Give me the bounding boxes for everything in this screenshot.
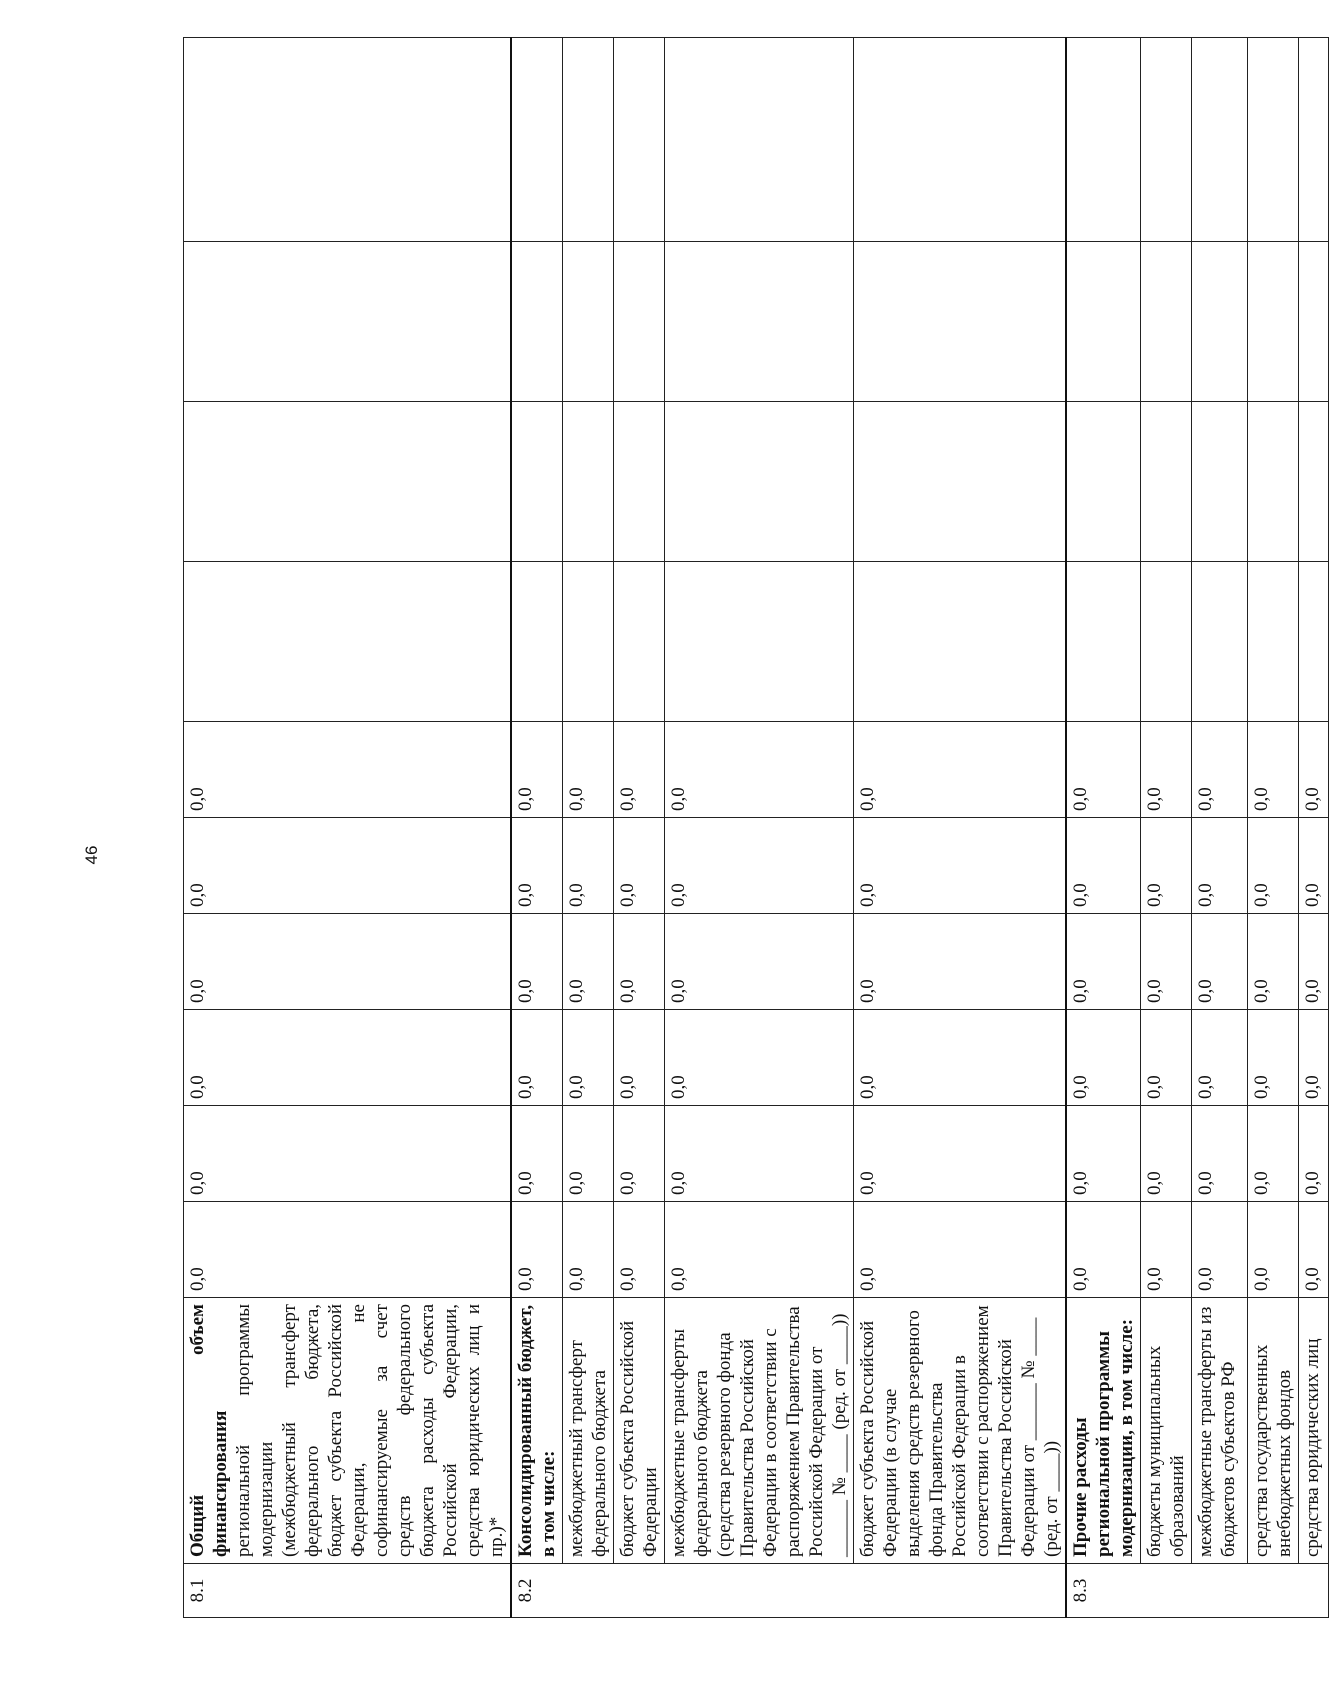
cell-empty <box>563 242 614 402</box>
cell-empty <box>1248 562 1299 722</box>
row-number: 8.3 <box>1066 1564 1329 1618</box>
cell-empty <box>563 38 614 242</box>
row-label <box>184 1298 512 1564</box>
row-label-bold: Общий объем финансирования <box>187 1304 231 1557</box>
cell-empty <box>614 38 665 242</box>
cell-value: 0,0 <box>854 818 1067 914</box>
table-row <box>1299 38 1329 1618</box>
cell-empty <box>1299 562 1329 722</box>
cell-empty <box>184 242 512 402</box>
cell-value: 0,0 <box>184 1202 512 1298</box>
table-row <box>854 38 1067 1618</box>
cell-empty <box>1192 402 1248 562</box>
cell-value: 0,0 <box>614 1202 665 1298</box>
cell-value: 0,0 <box>665 818 854 914</box>
cell-empty <box>1141 562 1192 722</box>
cell-value: 0,0 <box>1141 1202 1192 1298</box>
cell-value: 0,0 <box>1299 818 1329 914</box>
cell-value: 0,0 <box>184 914 512 1010</box>
cell-value: 0,0 <box>854 722 1067 818</box>
cell-empty <box>184 562 512 722</box>
cell-empty <box>511 562 563 722</box>
cell-value: 0,0 <box>1192 914 1248 1010</box>
cell-value: 0,0 <box>665 1010 854 1106</box>
cell-value: 0,0 <box>1141 914 1192 1010</box>
cell-empty <box>1192 242 1248 402</box>
cell-value: 0,0 <box>511 914 563 1010</box>
row-label: бюджет субъекта Российской Федерации <box>614 1298 665 1564</box>
cell-value: 0,0 <box>1192 1010 1248 1106</box>
table-row <box>665 38 854 1618</box>
cell-value: 0,0 <box>563 722 614 818</box>
cell-value: 0,0 <box>1066 818 1141 914</box>
cell-empty <box>614 242 665 402</box>
cell-empty <box>1192 562 1248 722</box>
cell-value: 0,0 <box>854 1010 1067 1106</box>
cell-value: 0,0 <box>1299 1106 1329 1202</box>
cell-value: 0,0 <box>614 1106 665 1202</box>
cell-empty <box>614 402 665 562</box>
row-number: 8.1 <box>184 1564 512 1618</box>
cell-value: 0,0 <box>1299 914 1329 1010</box>
row-label: Консолидированный бюджет, в том числе: <box>511 1298 563 1564</box>
cell-empty <box>665 562 854 722</box>
cell-value: 0,0 <box>1248 1010 1299 1106</box>
row-label: бюджеты муниципальных образований <box>1141 1298 1192 1564</box>
cell-value: 0,0 <box>665 1202 854 1298</box>
cell-value: 0,0 <box>614 1010 665 1106</box>
cell-empty <box>1066 38 1141 242</box>
cell-empty <box>511 402 563 562</box>
cell-value: 0,0 <box>184 1010 512 1106</box>
cell-empty <box>184 38 512 242</box>
cell-value: 0,0 <box>184 722 512 818</box>
cell-empty <box>563 402 614 562</box>
cell-empty <box>614 562 665 722</box>
cell-value: 0,0 <box>511 1106 563 1202</box>
cell-empty <box>1066 402 1141 562</box>
page-number: 46 <box>82 845 101 865</box>
cell-value: 0,0 <box>563 914 614 1010</box>
cell-value: 0,0 <box>563 1010 614 1106</box>
cell-empty <box>1248 242 1299 402</box>
row-label: Прочие расходы региональной программы модернизации, в том числе: <box>1066 1298 1141 1564</box>
cell-value: 0,0 <box>563 1202 614 1298</box>
table-row <box>511 38 563 1618</box>
cell-value: 0,0 <box>511 722 563 818</box>
row-label: межбюджетный трансферт федерального бюджета <box>563 1298 614 1564</box>
cell-value: 0,0 <box>1192 1202 1248 1298</box>
cell-empty <box>854 402 1067 562</box>
cell-empty <box>665 38 854 242</box>
cell-value: 0,0 <box>1299 1202 1329 1298</box>
cell-empty <box>511 38 563 242</box>
cell-value: 0,0 <box>1248 914 1299 1010</box>
cell-value: 0,0 <box>1141 818 1192 914</box>
cell-empty <box>563 562 614 722</box>
row-label: межбюджетные трансферты из бюджетов субъектов РФ <box>1192 1298 1248 1564</box>
cell-value: 0,0 <box>1066 1202 1141 1298</box>
cell-value: 0,0 <box>854 1106 1067 1202</box>
financing-table <box>183 37 1329 1618</box>
row-number: 8.2 <box>511 1564 1066 1618</box>
cell-empty <box>1299 402 1329 562</box>
cell-value: 0,0 <box>1248 1106 1299 1202</box>
cell-value: 0,0 <box>184 818 512 914</box>
cell-empty <box>1141 38 1192 242</box>
cell-value: 0,0 <box>1066 1010 1141 1106</box>
cell-empty <box>1066 562 1141 722</box>
cell-empty <box>1141 242 1192 402</box>
cell-value: 0,0 <box>1141 1106 1192 1202</box>
cell-empty <box>1248 38 1299 242</box>
row-label: средства государственных внебюджетных фондов <box>1248 1298 1299 1564</box>
cell-empty <box>1299 38 1329 242</box>
cell-value: 0,0 <box>854 1202 1067 1298</box>
cell-value: 0,0 <box>1192 722 1248 818</box>
cell-value: 0,0 <box>665 1106 854 1202</box>
cell-value: 0,0 <box>1066 722 1141 818</box>
cell-value: 0,0 <box>665 722 854 818</box>
row-label: средства юридических лиц <box>1299 1298 1329 1564</box>
table-row <box>614 38 665 1618</box>
cell-value: 0,0 <box>511 1202 563 1298</box>
cell-value: 0,0 <box>854 914 1067 1010</box>
cell-value: 0,0 <box>1192 1106 1248 1202</box>
cell-value: 0,0 <box>1192 818 1248 914</box>
cell-value: 0,0 <box>1248 1202 1299 1298</box>
cell-value: 0,0 <box>1248 722 1299 818</box>
cell-value: 0,0 <box>563 818 614 914</box>
cell-empty <box>665 242 854 402</box>
table-row <box>1066 38 1141 1618</box>
cell-value: 0,0 <box>614 722 665 818</box>
cell-empty <box>854 38 1067 242</box>
cell-empty <box>1192 38 1248 242</box>
cell-value: 0,0 <box>1299 722 1329 818</box>
table-row <box>563 38 614 1618</box>
cell-empty <box>854 242 1067 402</box>
cell-value: 0,0 <box>1141 1010 1192 1106</box>
cell-value: 0,0 <box>1248 818 1299 914</box>
table-row <box>1248 38 1299 1618</box>
cell-value: 0,0 <box>511 818 563 914</box>
cell-value: 0,0 <box>511 1010 563 1106</box>
row-label: бюджет субъекта Российской Федерации (в случае выделения средств резервного фонда Правительства Российской Федерации в соответствии с распоряжением Правительства Российской Федерации от ______ № ____ (ред. от ____)) <box>854 1298 1067 1564</box>
cell-value: 0,0 <box>563 1106 614 1202</box>
cell-value: 0,0 <box>184 1106 512 1202</box>
cell-empty <box>1248 402 1299 562</box>
row-label-rest: региональной программы модернизации (межбюджетный трансферт федерального бюджета, бюджет субъекта Российской Федерации, не софинансируемые за счет средств федерального бюджета расходы субъекта Российской Федерации, средства юридических лиц и пр.)* <box>233 1304 507 1557</box>
cell-empty <box>511 242 563 402</box>
financing-table-rotated <box>183 38 1323 1618</box>
cell-value: 0,0 <box>1066 1106 1141 1202</box>
cell-empty <box>1299 242 1329 402</box>
cell-value: 0,0 <box>1299 1010 1329 1106</box>
cell-value: 0,0 <box>614 818 665 914</box>
cell-value: 0,0 <box>1066 914 1141 1010</box>
cell-empty <box>1141 402 1192 562</box>
table-row <box>1141 38 1192 1618</box>
cell-empty <box>665 402 854 562</box>
cell-empty <box>184 402 512 562</box>
table-row <box>1192 38 1248 1618</box>
cell-value: 0,0 <box>1141 722 1192 818</box>
cell-empty <box>854 562 1067 722</box>
row-label: межбюджетные трансферты федерального бюджета (средства резервного фонда Правительства Российской Федерации в соответствии с распоряжением Правительства Российской Федерации от ______ № ____ (ред. от ____)) <box>665 1298 854 1564</box>
cell-value: 0,0 <box>614 914 665 1010</box>
cell-empty <box>1066 242 1141 402</box>
table-row <box>184 38 512 1618</box>
cell-value: 0,0 <box>665 914 854 1010</box>
